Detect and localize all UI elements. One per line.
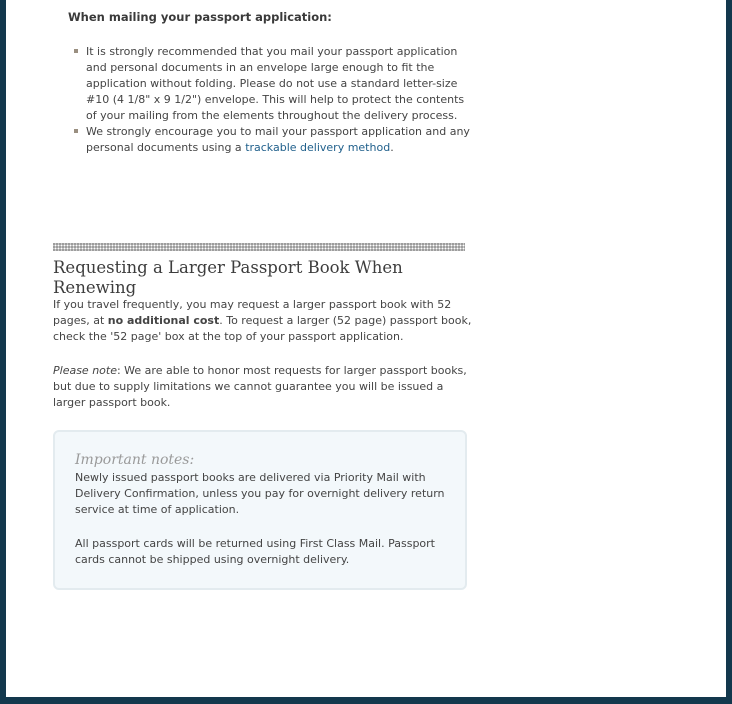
larger-book-paragraph [53,297,473,345]
important-notes-box [53,430,467,590]
bullet-text-end: . [390,141,394,154]
bullet-text: It is strongly recommended that you mail your passport application and personal documents in an envelope large enough to fit the application without folding. Please do not use a standard letter-size #10 (4 1/8" x 9 1/2") envelope. This will help to protect the contents of your mailing from the elements throughout the delivery process. [86,45,465,122]
important-notes-title: Important notes: [75,452,195,468]
note-text-books: Newly issued passport books are delivered via Priority Mail with Delivery Confirmation, unless you pay for overnight delivery return service at time of application. [75,471,445,516]
section-divider [53,243,465,251]
list-item [74,124,474,156]
mailing-heading: When mailing your passport application: [68,10,332,24]
please-note-label: Please note [53,364,117,377]
paragraph-text-end: . To request a larger (52 page) passport book, check the '52 page' box at the top of your passport application. [53,314,472,343]
please-note-text: : We are able to honor most requests for larger passport books, but due to supply limitations we cannot guarantee you will be issued a larger passport book. [53,364,467,409]
list-item [74,44,474,124]
bullet-square-icon [74,129,78,133]
trackable-delivery-link[interactable]: trackable delivery method [245,141,391,154]
no-additional-cost-text: no additional cost [107,314,220,327]
bullet-text: We strongly encourage you to mail your passport application and any personal documents using a [86,125,470,154]
bullet-square-icon [74,49,78,53]
paragraph-text: If you travel frequently, you may request a larger passport book with 52 pages, at [53,298,452,327]
section-title: Requesting a Larger Passport Book When Renewing [53,258,403,297]
mailing-bullet-list [74,44,474,156]
please-note-paragraph [53,363,473,411]
content-page [6,0,726,697]
note-text-cards: All passport cards will be returned using First Class Mail. Passport cards cannot be shipped using overnight delivery. [75,537,435,566]
